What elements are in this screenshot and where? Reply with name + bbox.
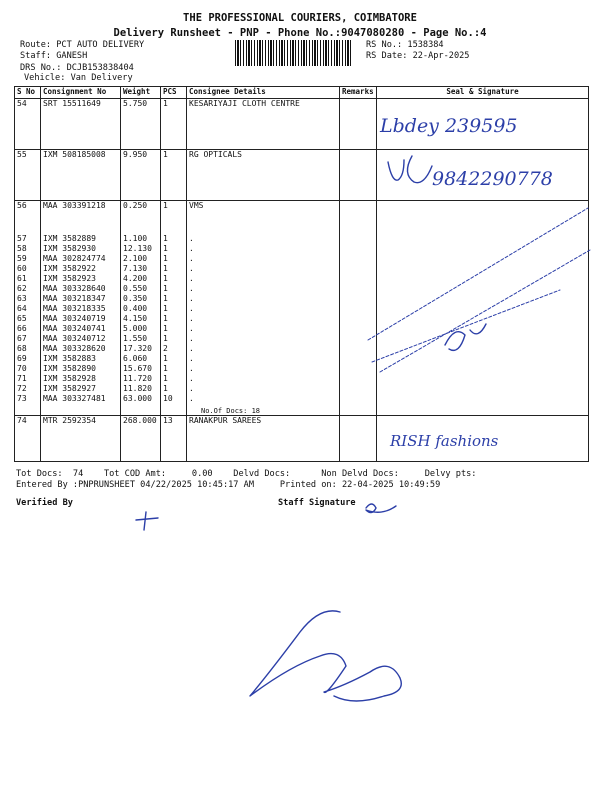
cell-consignment: IXM 508185008 xyxy=(41,150,121,201)
cell-pcs: 1 xyxy=(161,324,187,334)
cell-consignee: VMS xyxy=(187,201,340,234)
cell-pcs: 1 xyxy=(161,384,187,394)
cell-consignee: . xyxy=(187,354,340,364)
cell-consignee: . xyxy=(187,284,340,294)
cell-sno: 74 xyxy=(15,416,41,462)
cell-weight: 12.130 xyxy=(121,244,161,254)
cell-sno: 68 xyxy=(15,344,41,354)
cell-weight: 7.130 xyxy=(121,264,161,274)
cell-consignee: RANAKPUR SAREES xyxy=(187,416,340,462)
cell-consignee: . xyxy=(187,324,340,334)
cell-pcs: 1 xyxy=(161,244,187,254)
cell-consignee: . xyxy=(187,374,340,384)
cell-consignment: IXM 3582922 xyxy=(41,264,121,274)
cell-sno: 66 xyxy=(15,324,41,334)
cell-consignment: MAA 303391218 xyxy=(41,201,121,234)
cell-consignee: RG OPTICALS xyxy=(187,150,340,201)
cell-pcs: 1 xyxy=(161,374,187,384)
signature-55-mark xyxy=(388,156,432,183)
cell-consignee: . xyxy=(187,244,340,254)
cell-pcs: 1 xyxy=(161,150,187,201)
cell-pcs: 10 xyxy=(161,394,187,404)
cell-sno: 69 xyxy=(15,354,41,364)
cell-consignment: IXM 3582889 xyxy=(41,234,121,244)
drs-number: DRS No.: DCJB153838404 xyxy=(20,63,134,73)
staff-signature-mark xyxy=(366,504,396,513)
cell-weight: 0.250 xyxy=(121,201,161,234)
col-pcs: PCS xyxy=(161,87,187,99)
cell-weight: 4.150 xyxy=(121,314,161,324)
cell-sno: 56 xyxy=(15,201,41,234)
vehicle-label: Vehicle: Van Delivery xyxy=(24,73,133,83)
cell-weight: 1.100 xyxy=(121,234,161,244)
cell-pcs: 1 xyxy=(161,364,187,374)
cell-consignee: . xyxy=(187,234,340,244)
route-label: Route: PCT AUTO DELIVERY xyxy=(20,40,145,50)
cell-sno: 60 xyxy=(15,264,41,274)
cell-consignment: MAA 303240712 xyxy=(41,334,121,344)
cell-consignment: MAA 302824774 xyxy=(41,254,121,264)
totals-line: Tot Docs: 74 Tot COD Amt: 0.00 Delvd Docs: Non Delvd Docs: Delvy pts: xyxy=(16,469,477,479)
cell-sno: 64 xyxy=(15,304,41,314)
col-consignment: Consignment No xyxy=(41,87,121,99)
cell-weight: 4.200 xyxy=(121,274,161,284)
rs-date: RS Date: 22-Apr-2025 xyxy=(366,51,470,61)
cell-weight: 2.100 xyxy=(121,254,161,264)
cell-pcs: 1 xyxy=(161,314,187,324)
cell-pcs: 2 xyxy=(161,344,187,354)
cell-sno: 63 xyxy=(15,294,41,304)
cell-consignee: . xyxy=(187,254,340,264)
runsheet-title: Delivery Runsheet - PNP - Phone No.:9047080280 - Page No.:4 xyxy=(113,27,487,39)
cell-weight: 268.000 xyxy=(121,416,161,462)
cell-consignment: IXM 3582930 xyxy=(41,244,121,254)
cell-sno: 59 xyxy=(15,254,41,264)
cell-consignment: IXM 3582883 xyxy=(41,354,121,364)
cell-sno: 70 xyxy=(15,364,41,374)
cell-pcs: 1 xyxy=(161,234,187,244)
cell-consignee: . xyxy=(187,304,340,314)
cell-weight: 9.950 xyxy=(121,150,161,201)
cell-consignment: MAA 303218347 xyxy=(41,294,121,304)
cell-consignee: . xyxy=(187,314,340,324)
cell-pcs: 1 xyxy=(161,274,187,284)
cell-sno: 57 xyxy=(15,234,41,244)
col-remarks: Remarks xyxy=(340,87,377,99)
cell-weight: 0.400 xyxy=(121,304,161,314)
cell-sno: 67 xyxy=(15,334,41,344)
cell-weight: 17.320 xyxy=(121,344,161,354)
cell-consignee: . xyxy=(187,364,340,374)
cell-pcs: 1 xyxy=(161,294,187,304)
cell-sno: 58 xyxy=(15,244,41,254)
staff-label: Staff: GANESH xyxy=(20,51,88,61)
cell-consignee: . xyxy=(187,274,340,284)
signature-55: 9842290778 xyxy=(432,168,553,190)
cell-sno: 71 xyxy=(15,374,41,384)
cell-weight: 15.670 xyxy=(121,364,161,374)
cell-sno: 61 xyxy=(15,274,41,284)
cell-consignee: . xyxy=(187,294,340,304)
cell-consignment: MAA 303327481 xyxy=(41,394,121,404)
large-signature xyxy=(250,611,401,701)
stamp-diagonal xyxy=(368,208,590,372)
docs-count: No.Of Docs: 18 xyxy=(187,404,340,416)
cell-consignment: MTR 2592354 xyxy=(41,416,121,462)
cell-consignment: MAA 303328620 xyxy=(41,344,121,354)
cell-consignment: IXM 3582928 xyxy=(41,374,121,384)
company-title: THE PROFESSIONAL COURIERS, COIMBATORE xyxy=(183,12,417,24)
cell-consignment: IXM 3582927 xyxy=(41,384,121,394)
cell-pcs: 1 xyxy=(161,354,187,364)
cell-consignment: SRT 15511649 xyxy=(41,99,121,150)
cell-pcs: 1 xyxy=(161,284,187,294)
cell-weight: 63.000 xyxy=(121,394,161,404)
col-weight: Weight xyxy=(121,87,161,99)
cell-weight: 5.750 xyxy=(121,99,161,150)
cell-sno: 72 xyxy=(15,384,41,394)
cell-pcs: 1 xyxy=(161,254,187,264)
verified-by-label: Verified By xyxy=(16,498,73,508)
rs-number: RS No.: 1538384 xyxy=(366,40,444,50)
col-seal: Seal & Signature xyxy=(377,87,589,99)
cell-sno: 65 xyxy=(15,314,41,324)
staff-signature-label: Staff Signature xyxy=(278,498,356,508)
cell-weight: 11.820 xyxy=(121,384,161,394)
cell-sno: 73 xyxy=(15,394,41,404)
cell-weight: 1.550 xyxy=(121,334,161,344)
cell-pcs: 1 xyxy=(161,99,187,150)
cell-pcs: 1 xyxy=(161,334,187,344)
cell-consignment: MAA 303218335 xyxy=(41,304,121,314)
cell-consignee: . xyxy=(187,344,340,354)
cell-pcs: 1 xyxy=(161,264,187,274)
cell-pcs: 1 xyxy=(161,304,187,314)
cell-consignee: KESARIYAJI CLOTH CENTRE xyxy=(187,99,340,150)
signature-54: Lbdey 239595 xyxy=(380,115,518,137)
cell-consignment: IXM 3582923 xyxy=(41,274,121,284)
cell-consignee: . xyxy=(187,264,340,274)
cell-consignment: IXM 3582890 xyxy=(41,364,121,374)
cell-consignment: MAA 303240719 xyxy=(41,314,121,324)
signature-74: RISH fashions xyxy=(390,432,499,450)
verified-tick-mark xyxy=(136,512,158,530)
col-consignee: Consignee Details xyxy=(187,87,340,99)
cell-pcs: 1 xyxy=(161,201,187,234)
cell-sno: 62 xyxy=(15,284,41,294)
cell-consignee: . xyxy=(187,384,340,394)
cell-weight: 5.000 xyxy=(121,324,161,334)
cell-weight: 11.720 xyxy=(121,374,161,384)
cell-consignee: . xyxy=(187,394,340,404)
cell-weight: 0.350 xyxy=(121,294,161,304)
entered-by-line: Entered By :PNPRUNSHEET 04/22/2025 10:45:17 AM Printed on: 22-04-2025 10:49:59 xyxy=(16,480,441,490)
cell-pcs: 13 xyxy=(161,416,187,462)
cell-weight: 6.060 xyxy=(121,354,161,364)
cell-sno: 55 xyxy=(15,150,41,201)
signature-vms-mark xyxy=(445,324,486,350)
cell-weight: 0.550 xyxy=(121,284,161,294)
cell-consignment: MAA 303328640 xyxy=(41,284,121,294)
col-sno: S No xyxy=(15,87,41,99)
cell-sno: 54 xyxy=(15,99,41,150)
cell-consignment: MAA 303240741 xyxy=(41,324,121,334)
cell-consignee: . xyxy=(187,334,340,344)
